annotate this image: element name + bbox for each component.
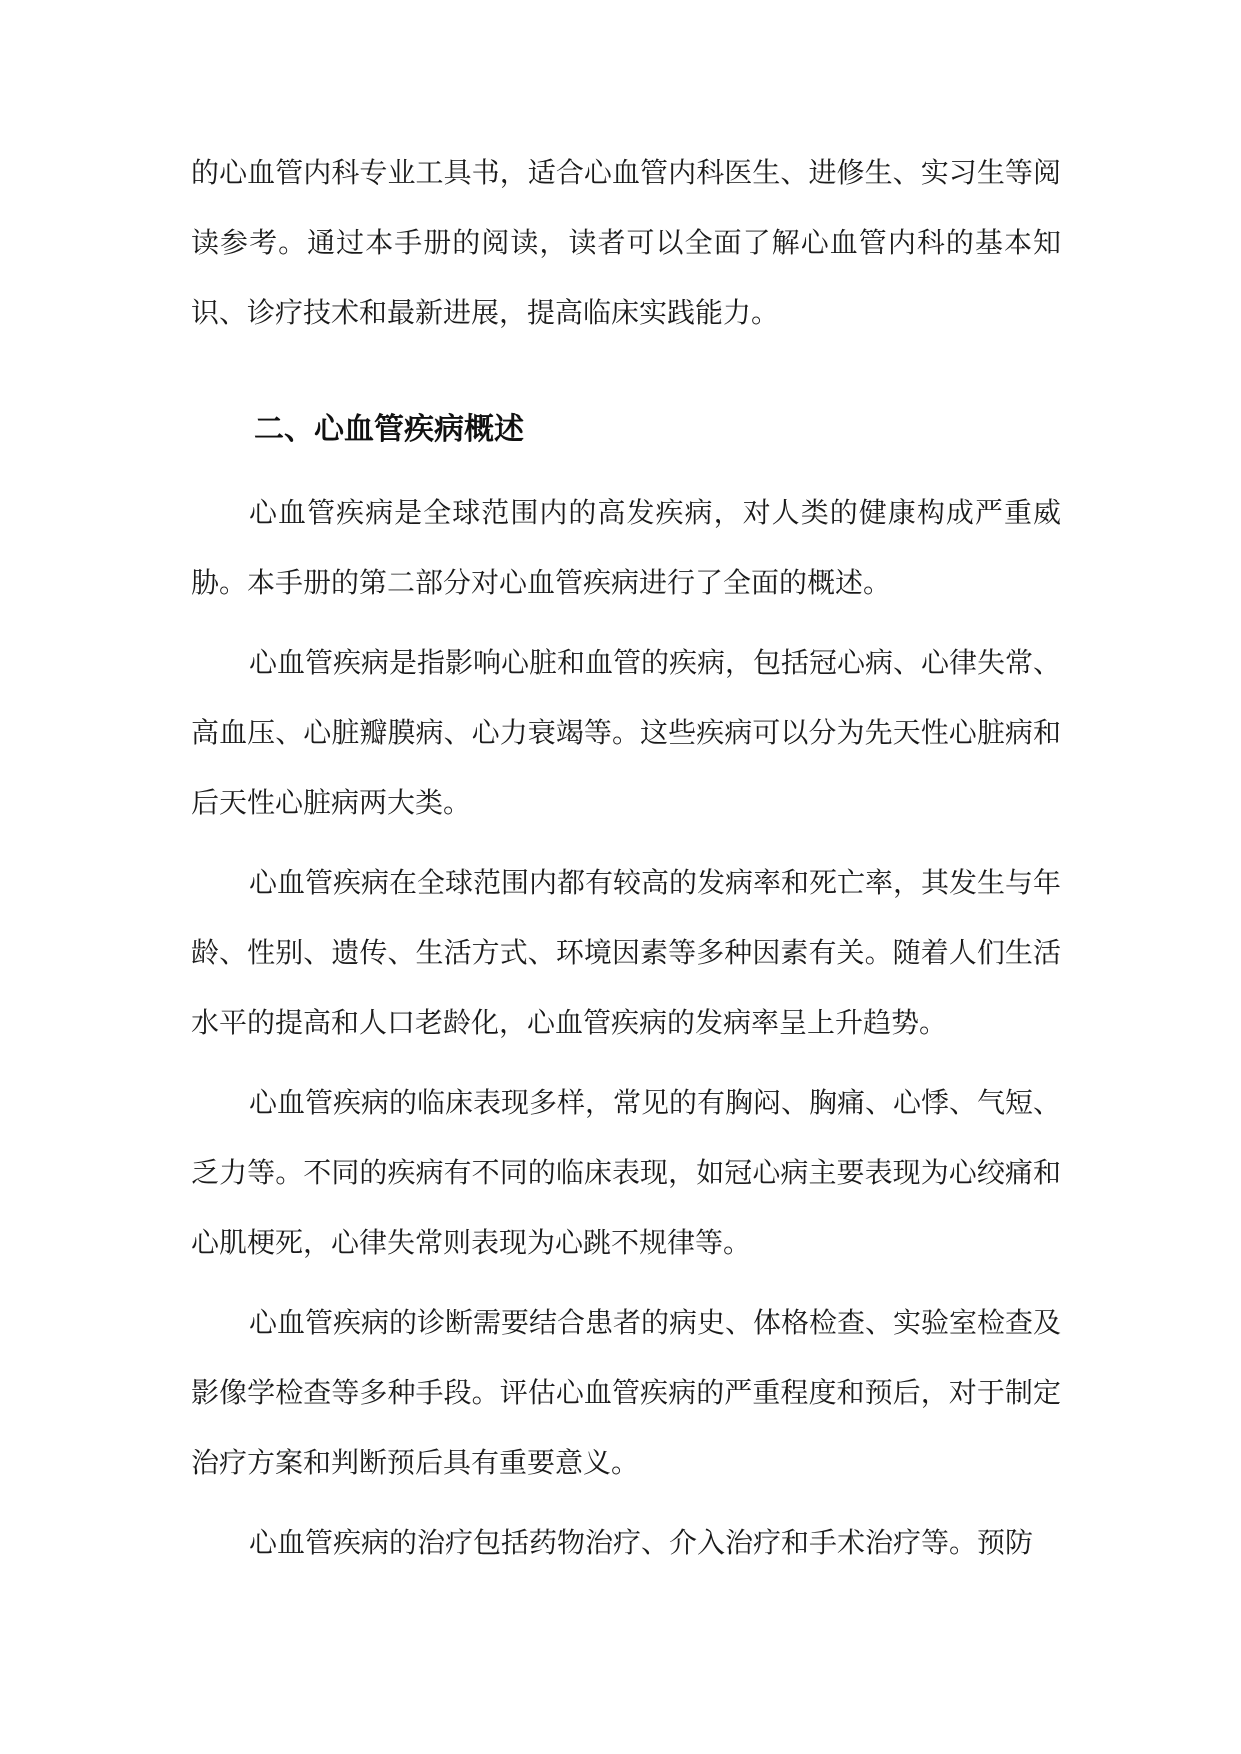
- paragraph-epidemiology: 心血管疾病在全球范围内都有较高的发病率和死亡率，其发生与年龄、性别、遗传、生活方式、环境因素等多种因素有关。随着人们生活水平的提高和人口老龄化，心血管疾病的发病率呈上升趋势。: [191, 866, 1062, 1039]
- paragraph-clinical-manifestations: 心血管疾病的临床表现多样，常见的有胸闷、胸痛、心悸、气短、乏力等。不同的疾病有不同的临床表现，如冠心病主要表现为心绞痛和心肌梗死，心律失常则表现为心跳不规律等。: [191, 1086, 1062, 1259]
- intro-continuation-paragraph: 的心血管内科专业工具书，适合心血管内科医生、进修生、实习生等阅读参考。通过本手册的阅读，读者可以全面了解心血管内科的基本知识、诊疗技术和最新进展，提高临床实践能力。: [191, 156, 1061, 329]
- paragraph-diagnosis: 心血管疾病的诊断需要结合患者的病史、体格检查、实验室检查及影像学检查等多种手段。评估心血管疾病的严重程度和预后，对于制定治疗方案和判断预后具有重要意义。: [191, 1306, 1062, 1479]
- paragraph-overview: 心血管疾病是全球范围内的高发疾病，对人类的健康构成严重威胁。本手册的第二部分对心血管疾病进行了全面的概述。: [191, 496, 1061, 599]
- paragraph-treatment: 心血管疾病的治疗包括药物治疗、介入治疗和手术治疗等。预防: [249, 1526, 1034, 1559]
- section-heading: 二、心血管疾病概述: [254, 412, 524, 447]
- paragraph-definition: 心血管疾病是指影响心脏和血管的疾病，包括冠心病、心律失常、高血压、心脏瓣膜病、心力衰竭等。这些疾病可以分为先天性心脏病和后天性心脏病两大类。: [191, 646, 1062, 819]
